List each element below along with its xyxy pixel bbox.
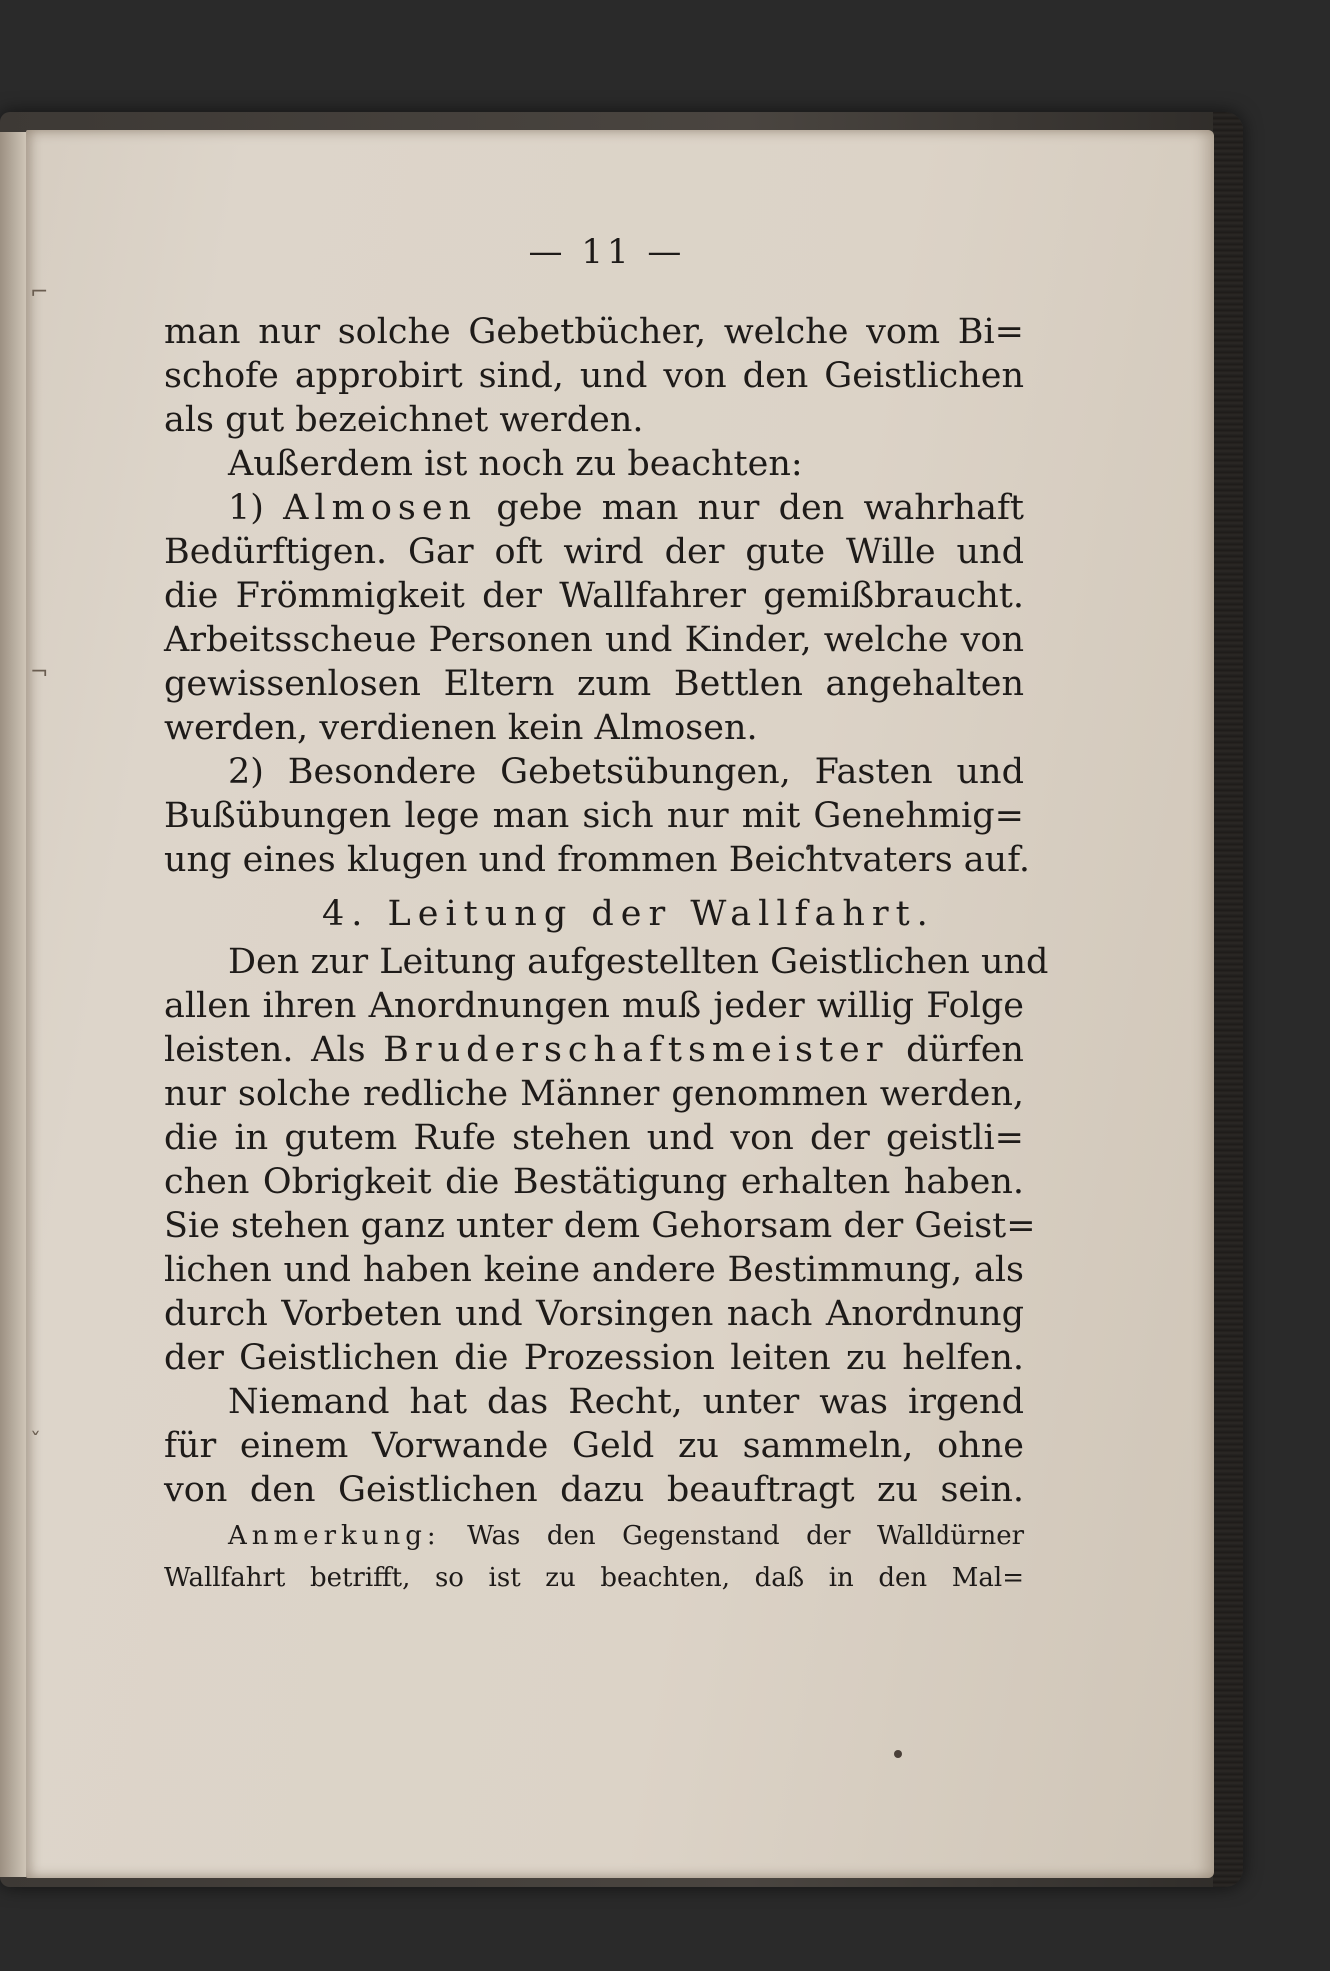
text-line: die in gutem Rufe stehen und von der geistli= [164, 1118, 1024, 1158]
text-line: schofe approbirt sind, und von den Geistlichen [164, 356, 1024, 396]
footnote-line-2: Wallfahrt betrifft, so ist zu beachten, daß in den Mal= [164, 1563, 1024, 1593]
text-line: allen ihren Anordnungen muß jeder willig Folge [164, 986, 1024, 1026]
item-1-first-line [164, 486, 1024, 530]
text-line: nur solche redliche Männer genommen werden, [164, 1074, 1024, 1114]
footnote-label: Anmerkung: [228, 1521, 441, 1551]
text-line: der Geistlichen die Prozession leiten zu helfen. [164, 1338, 1024, 1378]
text-line: Bußübungen lege man sich nur mit Genehmig= [164, 796, 1024, 836]
page-number: — 11 — [528, 232, 686, 272]
text-line-with-keyword [164, 1028, 1024, 1072]
section-heading: 4. Leitung der Wallfahrt. [322, 894, 935, 934]
text-line: Den zur Leitung aufgestellten Geistlichen und [228, 942, 1049, 982]
margin-mark: ⌐ [30, 280, 49, 305]
text-line: Bedürftigen. Gar oft wird der gute Wille und [164, 532, 1024, 572]
page-spine [0, 132, 26, 1877]
text-line: die Frömmigkeit der Wallfahrer gemißbraucht. [164, 576, 1024, 616]
text-line: Sie stehen ganz unter dem Gehorsam der Geist= [164, 1206, 1036, 1246]
text-line: Außerdem ist noch zu beachten: [228, 444, 803, 484]
paper-speck [894, 1750, 902, 1758]
text-line: gewissenlosen Eltern zum Bettlen angehalten [164, 664, 1024, 704]
footnote-line-1 [164, 1518, 1024, 1554]
text-line: werden, verdienen kein Almosen. [164, 708, 758, 748]
item-1-text: gebe man nur den wahrhaft [496, 488, 1024, 528]
text-line: von den Geistlichen dazu beauftragt zu sein. [164, 1470, 1024, 1510]
footnote-text: Was den Gegenstand der Walldürner [467, 1521, 1025, 1551]
item-1-number: 1) [228, 488, 264, 528]
item-1-keyword: Almosen [283, 488, 478, 528]
text-line: für einem Vorwande Geld zu sammeln, ohne [164, 1426, 1024, 1466]
line-start: leisten. Als [164, 1030, 366, 1070]
text-line: 2) Besondere Gebetsübungen, Fasten und [228, 752, 1024, 792]
text-line: als gut bezeichnet werden. [164, 400, 644, 440]
text-line: lichen und haben keine andere Bestimmung, als [164, 1250, 1024, 1290]
text-line: chen Obrigkeit die Bestätigung erhalten haben. [164, 1162, 1024, 1202]
line-end: dürfen [906, 1030, 1024, 1070]
margin-mark: ˇ [30, 1430, 41, 1455]
text-line: durch Vorbeten und Vorsingen nach Anordnung [164, 1294, 1024, 1334]
keyword-bruderschaftsmeister: Bruderschaftsmeister [383, 1030, 889, 1070]
cover-edge [1213, 112, 1243, 1887]
page-text [164, 210, 1049, 1596]
text-line: man nur solche Gebetbücher, welche vom Bi= [164, 312, 1024, 352]
margin-mark: ¬ [30, 660, 49, 685]
text-line: ung eines klugen und frommen Beichtvaters auf. [164, 840, 1031, 880]
text-line: Arbeitsscheue Personen und Kinder, welche von [164, 620, 1024, 660]
text-line: Niemand hat das Recht, unter was irgend [228, 1382, 1024, 1422]
